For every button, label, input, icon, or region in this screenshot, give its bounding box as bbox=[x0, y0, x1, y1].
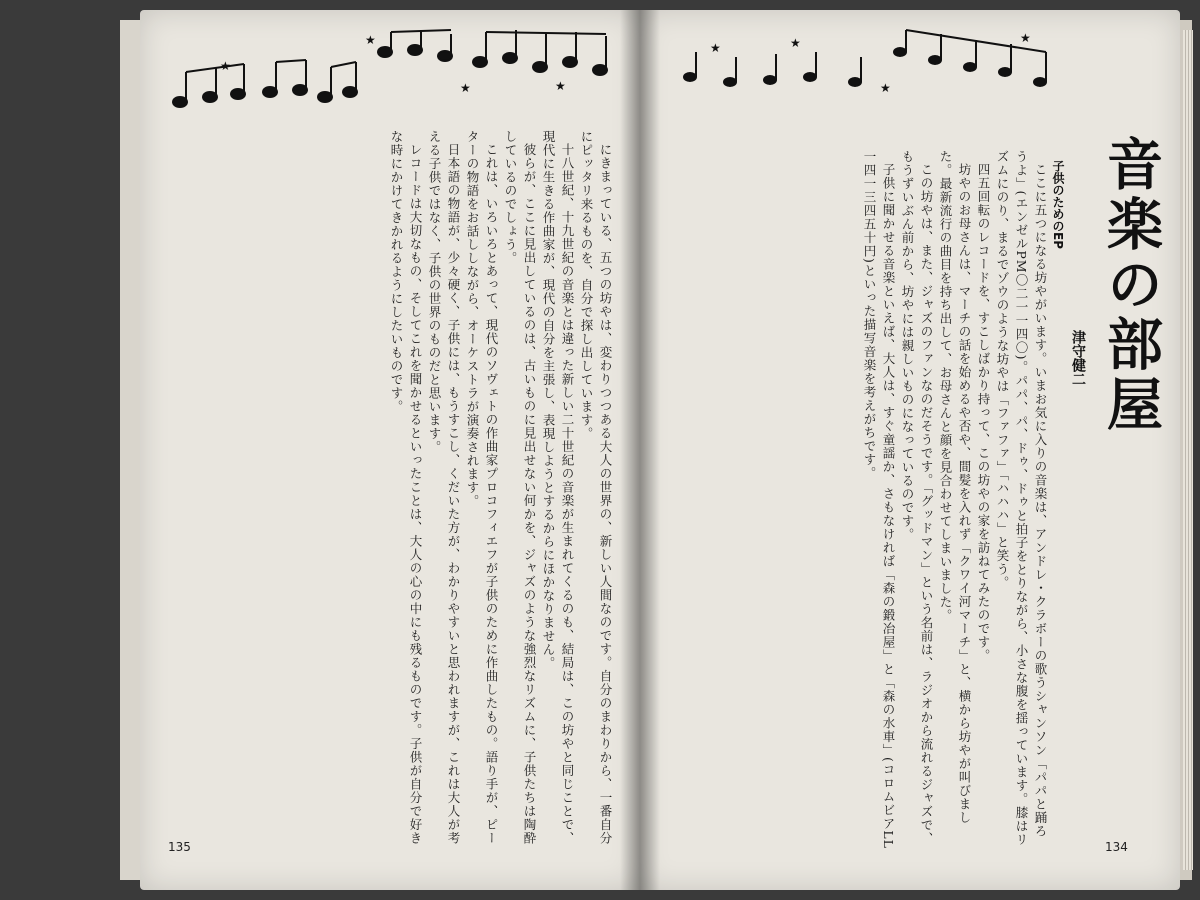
svg-text:★: ★ bbox=[790, 36, 801, 50]
page-number-left: 135 bbox=[168, 840, 191, 854]
book-gutter bbox=[620, 10, 660, 890]
svg-text:★: ★ bbox=[555, 79, 566, 93]
paragraph: 四五回転のレコードを、すこしばかり持って、この坊やの家を訪ねてみたのです。 bbox=[976, 162, 991, 662]
svg-text:★: ★ bbox=[220, 59, 231, 73]
paragraph: ここに五つになる坊やがいます。いまお気に入りの音楽は、アンドレ・クラボーの歌うシャンソン「パパと踊ろうよ」(エンゼルPM〇二一一四〇)。パパ、パ、ドゥ、ドゥと拍子をとりながら、小さな腹を揺っています。膝はリズムにのり、まるでゾウのような坊やは「ファファ」「ハハハ」と笑う。 bbox=[995, 150, 1048, 847]
article-title: 音楽の部屋 bbox=[1098, 135, 1163, 435]
svg-text:★: ★ bbox=[1020, 31, 1031, 45]
section-subheading: 子供のためのEP bbox=[1051, 160, 1065, 249]
paragraph: この坊やは、また、ジャズのファンなのだそうです。「グッドマン」という名前は、ラジオから流れるジャズで、もうずいぶん前から、坊やには親しいものになっているのです。 bbox=[900, 150, 934, 845]
svg-text:★: ★ bbox=[710, 41, 721, 55]
music-notes-icon bbox=[670, 22, 1070, 122]
svg-text:★: ★ bbox=[460, 81, 471, 95]
paragraph: 子供に聞かせる音楽といえば、大人は、すぐ童謡か、さもなければ「森の鍛冶屋」と「森の水車」(コロムビアLL一四一三四五十円)といった描写音楽を考えがちです。 bbox=[862, 150, 896, 849]
paragraph: にきまっている、五つの坊やは、変わりつつある大人の世界の、新しい人間なのです。自分のまわりから、一番自分にピッタリ来るものを、自分で探し出しています。 bbox=[579, 130, 613, 845]
right-page-body bbox=[670, 150, 1050, 850]
paragraph: 彼らが、ここに見出しているのは、古いものに見出せない何かを、ジャズのような強烈なリズムに、子供たちは陶酔しているのでしょう。 bbox=[503, 130, 537, 845]
music-notes-icon bbox=[160, 22, 620, 122]
article-author: 津守健二 bbox=[1070, 330, 1086, 386]
paragraph: レコードは大切なもの、そしてこれを聞かせるといったことは、大人の心の中にも残るものです。子供が自分で好きな時にかけてきかれるようにしたいものです。 bbox=[389, 130, 423, 845]
paragraph: 日本語の物語が、少々硬く、子供には、もうすこし、くだいた方が、わかりやすいと思われますが、これは大人が考える子供ではなく、子供の世界のものだと思います。 bbox=[427, 130, 461, 845]
page-edge-left bbox=[120, 20, 140, 880]
paragraph: 十八世紀、十九世紀の音楽とは違った新しい二十世紀の音楽が生まれてくるのも、結局は、この坊やと同じことで、現代に生きる作曲家が、現代の自分を主張し、表現しようとするからにほかなりません。 bbox=[541, 130, 575, 845]
paragraph: これは、いろいろとあって、現代のソヴェトの作曲家プロコフィエフが子供のために作曲したもの。語り手が、ピーターの物語をお話ししながら、オーケストラが演奏されます。 bbox=[465, 130, 499, 845]
left-page-body bbox=[165, 130, 615, 850]
page-stack-edge bbox=[1183, 30, 1193, 870]
page-number-right: 134 bbox=[1105, 840, 1128, 854]
paragraph: 坊やのお母さんは、マーチの話を始めるや否や、間髪を入れず「クワイ河マーチ」と、横から坊やが叫びました。最新流行の曲目を持ち出して、お母さんと顔を見合わせてしまいました。 bbox=[938, 150, 972, 824]
svg-text:★: ★ bbox=[365, 33, 376, 47]
svg-text:★: ★ bbox=[880, 81, 891, 95]
